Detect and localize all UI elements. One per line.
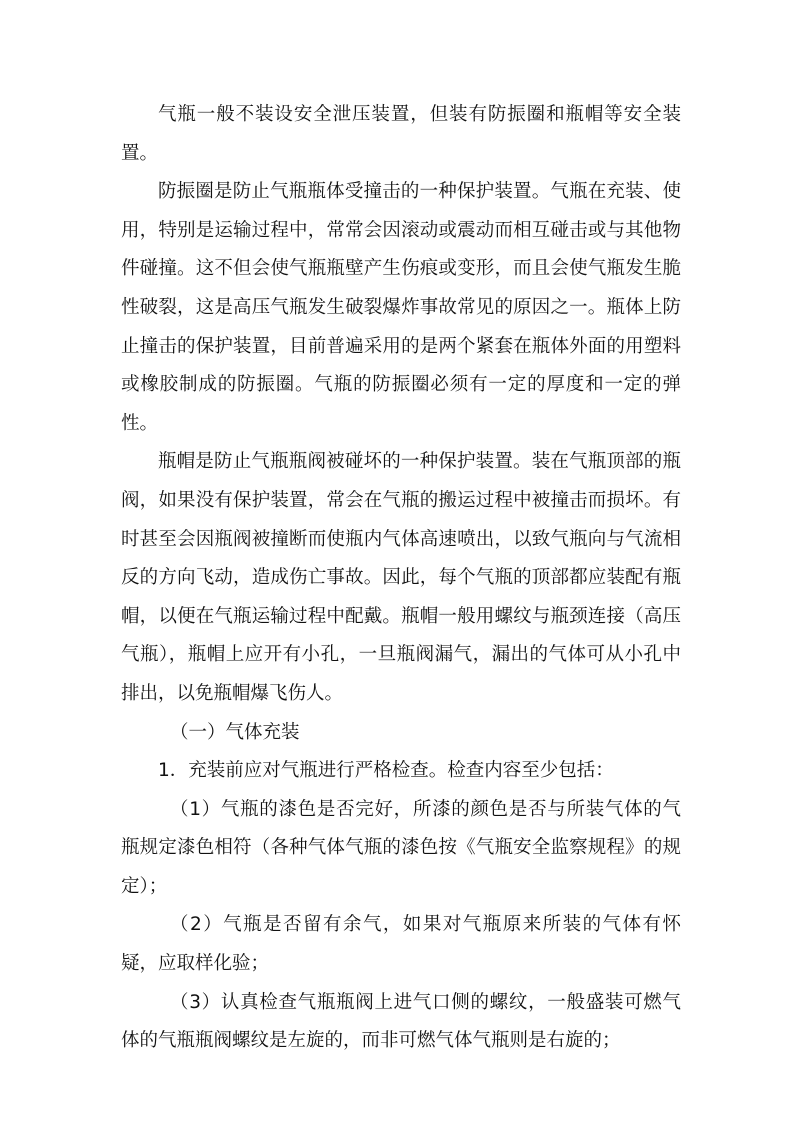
sub-item-paint-color: （1）气瓶的漆色是否完好，所漆的颜色是否与所装气体的气瓶规定漆色相符（各种气体气瓶的漆色按《气瓶安全监察规程》的规定）； — [121, 798, 681, 897]
section-heading: （一）气体充装 — [170, 721, 300, 743]
paragraph-shock-ring: 防振圈是防止气瓶瓶体受撞击的一种保护装置。气瓶在充装、使用，特别是运输过程中，常常会因滚动或震动而相互碰击或与其他物件碰撞。这不但会使气瓶瓶壁产生伤痕或变形，而且会使气瓶发生脆性破裂，这是高压气瓶发生破裂爆炸事故常见的原因之一。瓶体上防止撞击的保护装置，目前普遍采用的是两个紧套在瓶体外面的用塑料或橡胶制成的防振圈。气瓶的防振圈必须有一定的厚度和一定的弹性。 — [121, 181, 681, 434]
sub-item-residual-gas: （2）气瓶是否留有余气，如果对气瓶原来所装的气体有怀疑，应取样化验； — [121, 914, 681, 975]
paragraph-cylinder-cap: 瓶帽是防止气瓶瓶阀被碰坏的一种保护装置。装在气瓶顶部的瓶阀，如果没有保护装置，常会在气瓶的搬运过程中被撞击而损坏。有时甚至会因瓶阀被撞断而使瓶内气体高速喷出，以致气瓶向与气流相反的方向飞动，造成伤亡事故。因此，每个气瓶的顶部都应装配有瓶帽，以便在气瓶运输过程中配戴。瓶帽一般用螺纹与瓶颈连接（高压气瓶），瓶帽上应开有小孔，一旦瓶阀漏气，漏出的气体可从小孔中排出，以免瓶帽爆飞伤人。 — [121, 451, 681, 704]
document-body — [121, 96, 681, 1061]
list-item-1: 1．充装前应对气瓶进行严格检查。检查内容至少包括： — [158, 760, 614, 782]
paragraph-safety-devices: 气瓶一般不装设安全泄压装置，但装有防振圈和瓶帽等安全装置。 — [121, 104, 681, 164]
sub-item-valve-thread: （3）认真检查气瓶瓶阀上进气口侧的螺纹，一般盛装可燃气体的气瓶瓶阀螺纹是左旋的，而非可燃气体气瓶则是右旋的； — [121, 991, 681, 1052]
